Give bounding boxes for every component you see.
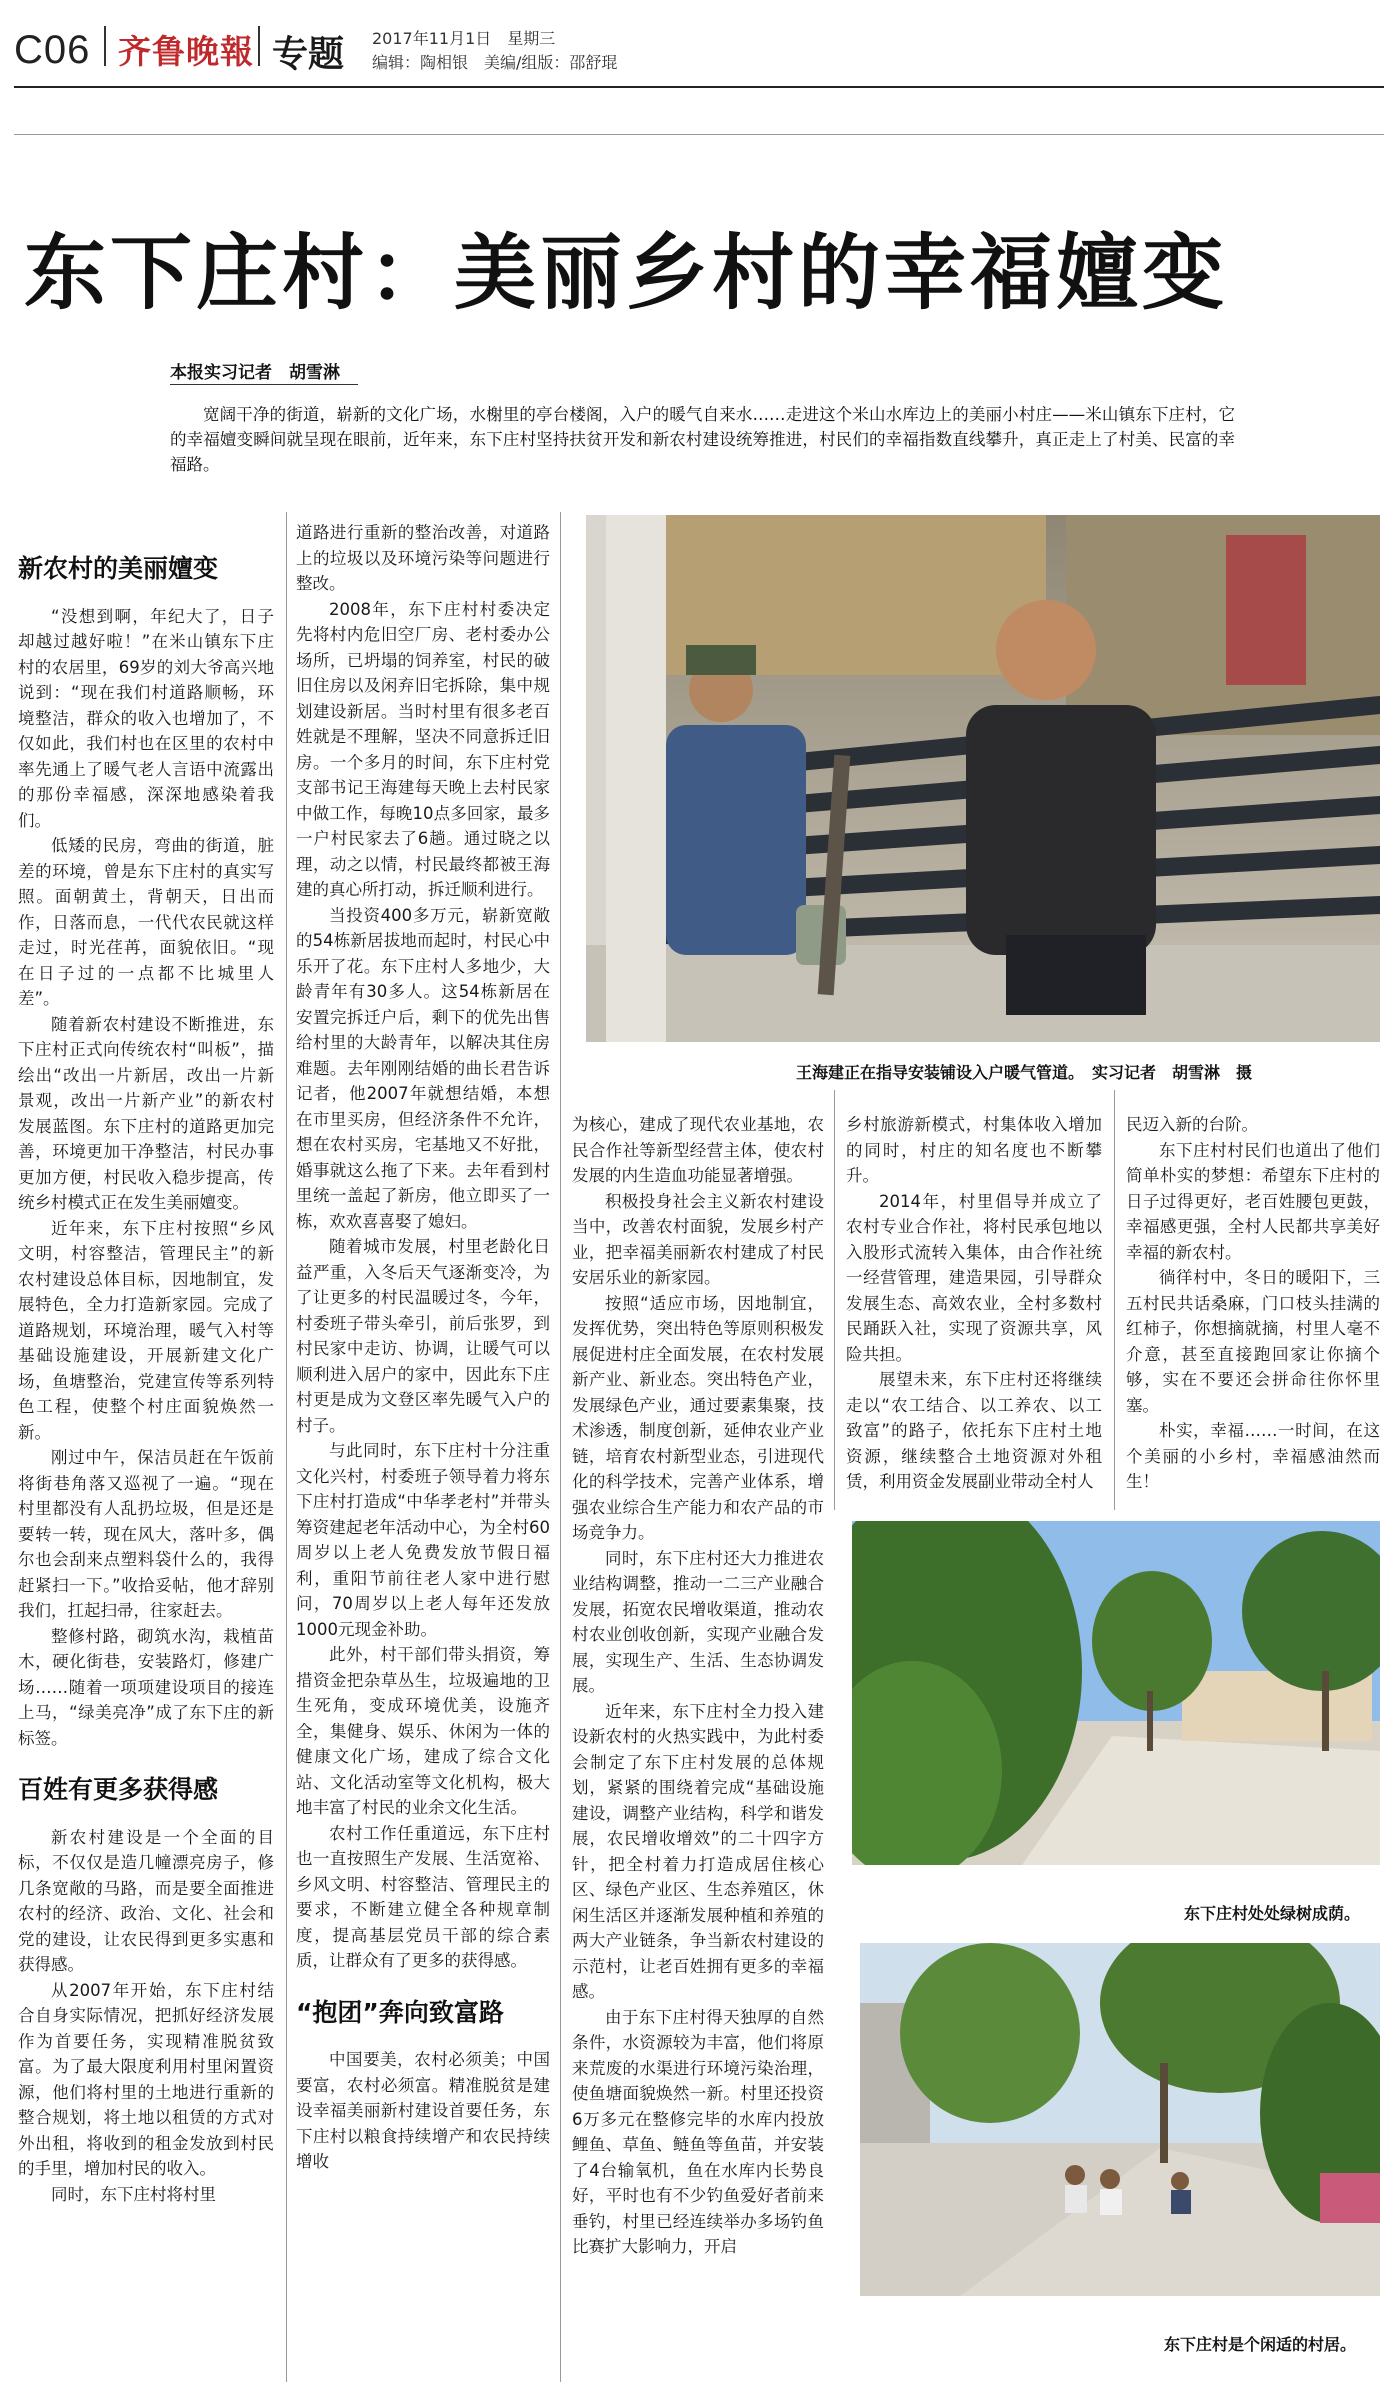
photo-green-street xyxy=(852,1521,1380,1865)
paragraph: 积极投身社会主义新农村建设当中，改善农村面貌，发展乡村产业，把幸福美丽新农村建成了村民安居乐业的新家园。 xyxy=(572,1191,824,1287)
paragraph: 徜徉村中，冬日的暖阳下，三五村民共话桑麻，门口枝头挂满的红柿子，你想摘就摘，村里人毫不介意，甚至直接跑回家让你摘个够，实在不要还会拼命往你怀里塞。 xyxy=(1126,1268,1380,1415)
paragraph: 随着城市发展，村里老龄化日益严重，入冬后天气逐渐变冷，为了让更多的村民温暖过冬，今年，村委班子带头牵引，前后张罗，到村民家中走访、协调，让暖气可以顺利进入居户的家中，因此东下庄村更是成为文登区率先暖气入户的村子。 xyxy=(296,1237,550,1435)
paragraph: 按照“适应市场，因地制宜，发挥优势，突出特色等原则积极发展促进村庄全面发展，在农村发展新产业、新业态。突出特色产业，发展绿色产业，通过要素集聚，技术渗透，制度创新，延伸农业产业链，培育农村新型业态，引进现代化的科学技术，完善产业体系，增强农业综合生产能力和农产品的市场竞争力。 xyxy=(572,1293,824,1542)
column-divider xyxy=(834,1090,835,1510)
section-heading: 新农村的美丽嬗变 xyxy=(18,554,219,583)
paragraph: 当投资400多万元，崭新宽敞的54栋新居拔地而起时，村民心中乐开了花。东下庄村人多地少，大龄青年有30多人。这54栋新居在安置完拆迁户后，剩下的优先出售给村里的大龄青年，以解决其住房难题。去年刚刚结婚的曲长君告诉记者，他2007年就想结婚，本想在市里买房，但经济条件不允许，想在农村买房，宅基地又不好批，婚事就这么拖了下来。去年看到村里统一盖起了新房，他立即买了一栋，欢欢喜喜娶了媳妇。 xyxy=(296,905,550,1231)
paragraph: 农村工作任重道远，东下庄村也一直按照生产发展、生活宽裕、乡风文明、村容整洁、管理民主的要求，不断建立健全各种规章制度，提高基层党员干部的综合素质，让群众有了更多的获得感。 xyxy=(296,1823,550,1970)
photo2-caption: 东下庄村处处绿树成荫。 xyxy=(1184,1904,1361,1923)
photo1-caption: 王海建正在指导安装铺设入户暖气管道。 实习记者 胡雪淋 摄 xyxy=(796,1063,1253,1082)
paragraph: 从2007年开始，东下庄村结合自身实际情况，把抓好经济发展作为首要任务，实现精准脱贫致富。为了最大限度利用村里闲置资源，他们将村里的土地进行重新的整合规划，将土地以租赁的方式对外出租，将收到的租金发放到村民的手里，增加村民的收入。 xyxy=(18,1980,274,2178)
paragraph: 由于东下庄村得天独厚的自然条件，水资源较为丰富，他们将原来荒废的水渠进行环境污染治理，使鱼塘面貌焕然一新。村里还投资6万多元在整修完毕的水库内投放鲤鱼、草鱼、鲢鱼等鱼苗，并安装了4台输氧机，鱼在水库内长势良好，平时也有不少钓鱼爱好者前来垂钓，村里已经连续举办多场钓鱼比赛扩大影响力，开启 xyxy=(572,2007,824,2256)
column-divider xyxy=(1114,1090,1115,1510)
paragraph: 低矮的民房，弯曲的街道，脏差的环境，曾是东下庄村的真实写照。面朝黄土，背朝天，日出而作，日落而息，一代代农民就这样走过，时光荏苒，面貌依旧。“现在日子过的一点都不比城里人差”。 xyxy=(18,836,274,1008)
paragraph: 乡村旅游新模式，村集体收入增加的同时，村庄的知名度也不断攀升。 xyxy=(846,1115,1102,1185)
paragraph: 同时，东下庄村将村里 xyxy=(51,2184,216,2204)
page-header xyxy=(14,22,1384,78)
article-column-3 xyxy=(572,1112,824,2260)
paragraph: 2014年，村里倡导并成立了农村专业合作社，将村民承包地以入股形式流转入集体，由合作社统一经营管理，建造果园，引导群众发展生态、高效农业，全村多数村民踊跃入社，实现了资源共享，风险共担。 xyxy=(846,1191,1102,1364)
paragraph: 近年来，东下庄村按照“乡风文明，村容整洁，管理民主”的新农村建设总体目标，因地制宜，发展特色，全力打造新家园。完成了道路规划，环境治理，暖气入村等基础设施建设，开展新建文化广场，鱼塘整治，党建宣传等系列特色工程，使整个村庄面貌焕然一新。 xyxy=(18,1218,274,1442)
paragraph: 随着新农村建设不断推进，东下庄村正式向传统农村“叫板”，描绘出“改出一片新居，改出一片新景观，改出一片新产业”的新农村发展蓝图。东下庄村的道路更加完善，环境更加干净整洁，村民办事更加方便，村民收入稳步提高，传统乡村模式正在发生美丽嬗变。 xyxy=(18,1014,274,1212)
editor-line: 编辑：陶相银 美编/组版：邵舒琨 xyxy=(372,53,618,72)
paragraph: 同时，东下庄村还大力推进农业结构调整，推动一二三产业融合发展，拓宽农民增收渠道，推动农村农业创收创新，实现产业融合发展，实现生产、生活、生态协调发展。 xyxy=(572,1548,824,1695)
paragraph: 近年来，东下庄村全力投入建设新农村的火热实践中，为此村委会制定了东下庄村发展的总体规划，紧紧的围绕着完成“基础设施建设，调整产业结构，科学和谐发展，农民增收增效”的二十四字方针，把全村着力打造成居住核心区、绿色产业区、生态养殖区，休闲生活区并逐渐发展种植和养殖的两大产业链条，争当新农村建设的示范村，让老百姓拥有更多的幸福感。 xyxy=(572,1701,824,2001)
paragraph: 中国要美，农村必须美；中国要富，农村必须富。精准脱贫是建设幸福美丽新村建设首要任务，东下庄村以粮食持续增产和农民持续增收 xyxy=(296,2050,550,2171)
photo-workers-image xyxy=(586,515,1380,1042)
paragraph: 此外，村干部们带头捐资，筹措资金把杂草丛生，垃圾遍地的卫生死角，变成环境优美，设施齐全，集健身、娱乐、休闲为一体的健康文化广场，建成了综合文化站、文化活动室等文化机构，极大地丰富了村民的业余文化生活。 xyxy=(296,1645,550,1817)
photo-village-lane-image xyxy=(860,1943,1380,2296)
section-name: 专题 xyxy=(272,34,345,75)
lead-paragraph: 宽阔干净的街道，崭新的文化广场，水榭里的亭台楼阁，入户的暖气自来水……走进这个米山水库边上的美丽小村庄——米山镇东下庄村，它的幸福嬗变瞬间就呈现在眼前，近年来，东下庄村坚持扶贫开发和新农村建设统筹推进，村民们的幸福指数直线攀升，真正走上了村美、民富的幸福路。 xyxy=(170,405,1235,474)
byline-rule xyxy=(170,384,358,385)
header-divider xyxy=(104,26,106,66)
paragraph: 新农村建设是一个全面的目标，不仅仅是造几幢漂亮房子，修几条宽敞的马路，而是要全面推进农村的经济、政治、文化、社会和党的建设，让农民得到更多实惠和获得感。 xyxy=(18,1827,274,1974)
photo-green-street-image xyxy=(852,1521,1380,1865)
article-title: 东下庄村：美丽乡村的幸福嬗变 xyxy=(24,226,1229,321)
header-rule xyxy=(14,86,1384,88)
paragraph: 道路进行重新的整治改善，对道路上的垃圾以及环境污染等问题进行整改。 xyxy=(296,523,550,593)
newspaper-name: 齐鲁晚報 xyxy=(118,32,254,71)
byline: 本报实习记者 胡雪淋 xyxy=(170,363,340,383)
article-column-4 xyxy=(846,1112,1102,1495)
article-column-5 xyxy=(1126,1112,1380,1495)
column-divider xyxy=(560,512,561,2382)
section-heading: “抱团”奔向致富路 xyxy=(296,1997,504,2027)
paragraph: 展望未来，东下庄村还将继续走以“农工结合、以工养农、以工致富”的路子，依托东下庄村土地资源，继续整合土地资源对外租赁，利用资金发展副业带动全村人 xyxy=(846,1370,1102,1491)
date-line: 2017年11月1日 星期三 xyxy=(372,29,556,48)
paragraph: 整修村路，砌筑水沟，栽植苗木，硬化街巷，安装路灯，修建广场……随着一项项建设项目的接连上马，“绿美亮净”成了东下庄的新标签。 xyxy=(18,1626,274,1748)
paragraph: 与此同时，东下庄村十分注重文化兴村，村委班子领导着力将东下庄村打造成“中华孝老村”并带头筹资建起老年活动中心，为全村60周岁以上老人免费发放节假日福利，重阳节前往老人家中进行慰问，70周岁以上老人每年还发放1000元现金补助。 xyxy=(296,1441,550,1639)
paragraph: “没想到啊，年纪大了，日子却越过越好啦！”在米山镇东下庄村的农居里，69岁的刘大爷高兴地说到：“现在我们村道路顺畅，环境整洁，群众的收入也增加了，不仅如此，我们村也在区里的农村中率先通上了暖气老人言语中流露出的那份幸福感，深深地感染着我们。 xyxy=(18,606,274,830)
section-heading: 百姓有更多获得感 xyxy=(18,1775,219,1804)
page-number: C06 xyxy=(14,28,91,72)
paragraph: 为核心，建成了现代农业基地，农民合作社等新型经营主体，使农村发展的内生造血功能显著增强。 xyxy=(572,1115,824,1185)
paragraph: 朴实，幸福……一时间，在这个美丽的小乡村，幸福感油然而生！ xyxy=(1126,1421,1380,1491)
photo3-caption: 东下庄村是个闲适的村居。 xyxy=(1164,2335,1357,2354)
paragraph: 民迈入新的台阶。 xyxy=(1126,1115,1258,1134)
paragraph: 刚过中午，保洁员赶在午饭前将街巷角落又巡视了一遍。“现在村里都没有人乱扔垃圾，但是还是要转一转，现在风大，落叶多，偶尔也会刮来点塑料袋什么的，我得赶紧扫一下。”收拾妥帖，他才辞别我们，扛起扫帚，往家赶去。 xyxy=(18,1448,274,1620)
photo-workers-heating-pipe xyxy=(586,515,1380,1042)
article-column-1 xyxy=(18,556,274,2207)
header-rule-thin xyxy=(14,134,1384,135)
article-column-2 xyxy=(296,520,550,2175)
column-divider xyxy=(286,512,287,2382)
paragraph: 东下庄村村民们也道出了他们简单朴实的梦想：希望东下庄村的日子过得更好，老百姓腰包更鼓，幸福感更强，全村人民都共享美好幸福的新农村。 xyxy=(1126,1140,1380,1262)
photo-village-lane xyxy=(860,1943,1380,2296)
header-divider xyxy=(258,26,260,66)
paragraph: 2008年，东下庄村村委决定先将村内危旧空厂房、老村委办公场所，已坍塌的饲养室，村民的破旧住房以及闲弃旧宅拆除，集中规划建设新居。当时村里有很多老百姓就是不理解，坚决不同意拆迁旧房。一个多月的时间，东下庄村党支部书记王海建每天晚上去村民家中做工作，每晚10点多回家，最多一户村民家去了6趟。通过晓之以理，动之以情，村民最终都被王海建的真心所打动，拆迁顺利进行。 xyxy=(296,599,550,899)
